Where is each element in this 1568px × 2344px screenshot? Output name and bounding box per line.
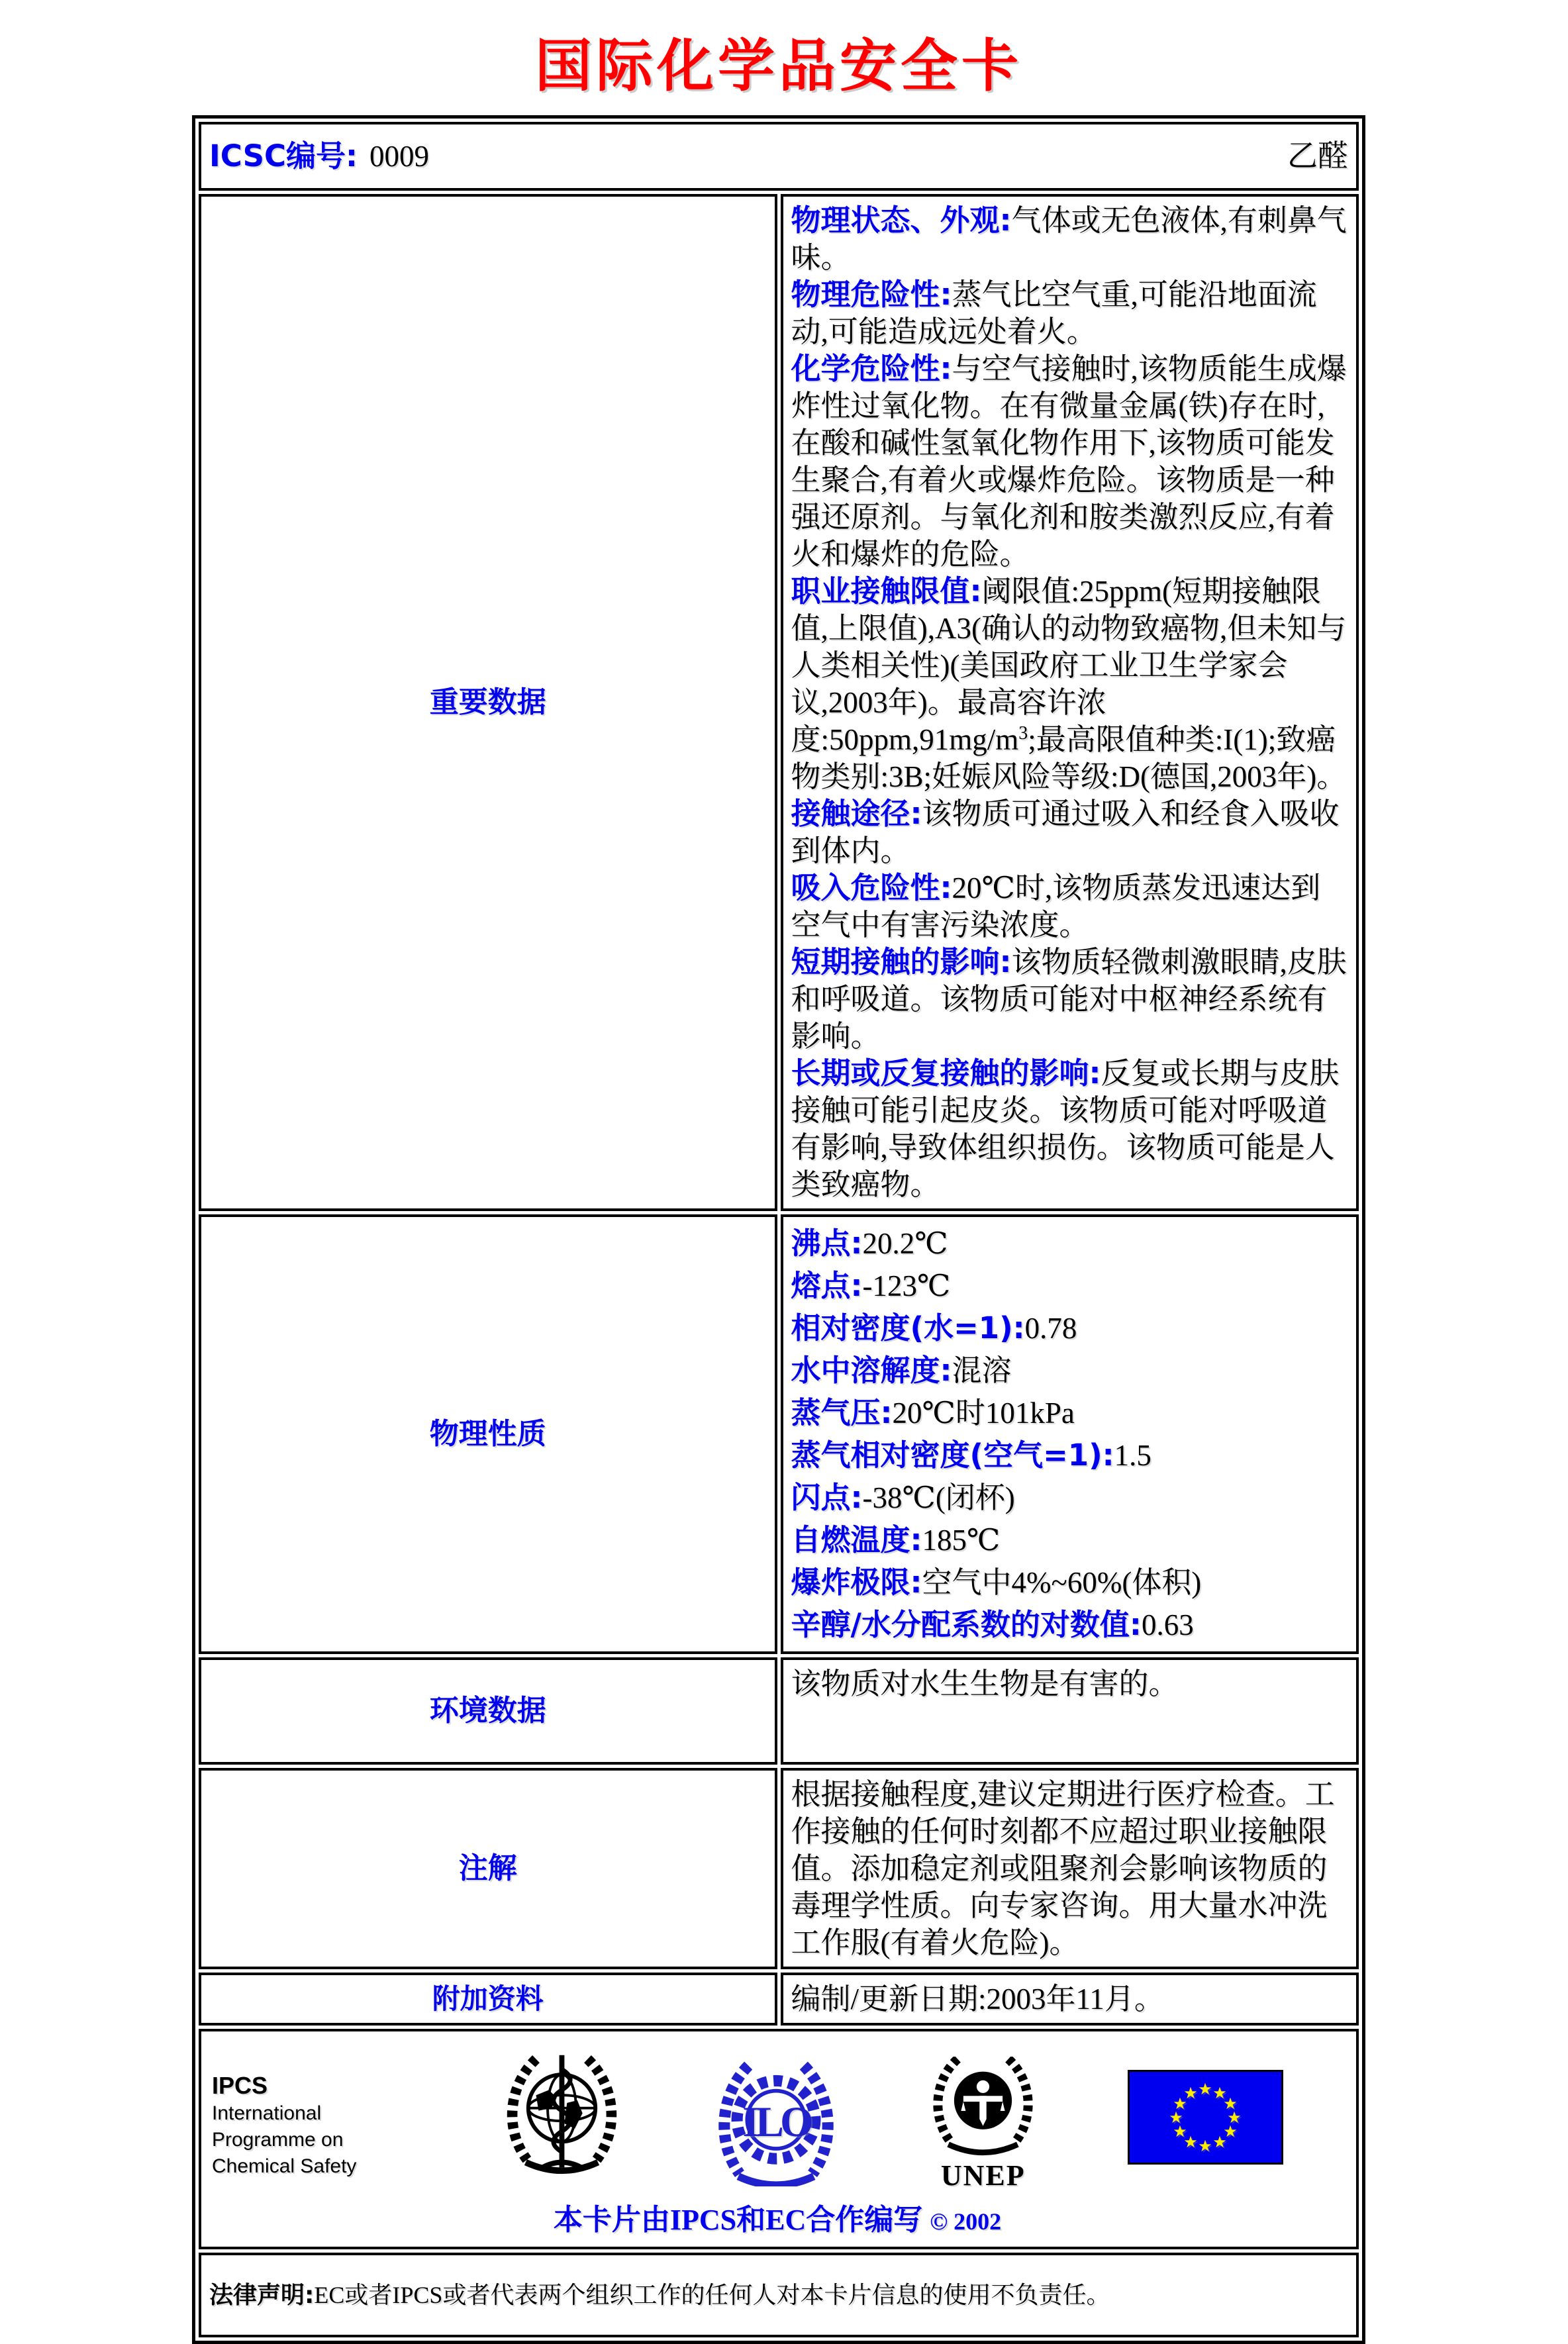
svg-text:★: ★: [1183, 2134, 1198, 2151]
item-label: 辛醇/水分配系数的对数值:: [791, 1607, 1142, 1642]
occupational-limit-item: [791, 573, 1349, 795]
icsc-card-page: [192, 34, 1365, 2344]
item-label: 蒸气相对密度(空气=1):: [791, 1438, 1114, 1473]
legal-row: [199, 2253, 1359, 2337]
item-label: 长期或反复接触的影响:: [791, 1055, 1101, 1091]
logos-row: [199, 2029, 1359, 2249]
item-text: 20℃时,该物质蒸发迅速达到空气中有害污染浓度。: [791, 871, 1321, 942]
item-label: 接触途径:: [791, 796, 922, 831]
eu-flag-icon: [1128, 2070, 1283, 2165]
additional-info-content: [781, 1973, 1359, 2026]
item-label: 相对密度(水=1):: [791, 1310, 1025, 1345]
item-label: 吸入危险性:: [791, 870, 952, 905]
svg-text:★: ★: [1212, 2085, 1227, 2102]
autoignition-item: [791, 1519, 1349, 1561]
vapor-pressure-item: [791, 1392, 1349, 1434]
flash-point-item: [791, 1477, 1349, 1519]
page-title: 国际化学品安全卡: [535, 33, 1022, 99]
environmental-data-text: 该物质对水生生物是有害的。: [791, 1667, 1179, 1700]
item-label: 熔点:: [791, 1268, 863, 1303]
unep-wordmark: UNEP: [940, 2159, 1026, 2192]
additional-info-row: [199, 1973, 1359, 2026]
svg-text:★: ★: [1198, 2138, 1212, 2155]
ipcs-subtitle-line: Chemical Safety: [212, 2155, 357, 2177]
item-text: 20℃时101kPa: [892, 1396, 1075, 1430]
item-label: 物理状态、外观:: [791, 203, 1012, 238]
physical-properties-row-label: 物理性质: [199, 1214, 777, 1654]
notes-content: [781, 1768, 1359, 1969]
svg-text:ILO: ILO: [742, 2098, 810, 2145]
ipcs-title: IPCS: [212, 2072, 268, 2099]
item-text: 气体或无色液体,有刺鼻气味。: [791, 204, 1347, 274]
environmental-data-content: [781, 1657, 1359, 1765]
icsc-number-value: 0009: [369, 140, 430, 173]
item-text: 阈限值:25ppm(短期接触限值,上限值),A3(确认的动物致癌物,但未知与人类相关性)(美国政府工业卫生学家会议,2003年)。最高容许浓度:50ppm,91mg/m: [791, 575, 1347, 756]
environmental-data-row: [199, 1657, 1359, 1765]
superscript-3: 3: [1018, 723, 1028, 744]
item-text: ;最高限值种类:I(1);致癌物类别:3B;妊娠风险等级:D(德国,2003年)。: [791, 723, 1347, 793]
icsc-card-table: [192, 115, 1365, 2344]
physical-properties-row: [199, 1214, 1359, 1654]
ipcs-text-block: [212, 2071, 411, 2180]
svg-text:★: ★: [1173, 2096, 1187, 2113]
svg-text:★: ★: [1198, 2081, 1212, 2098]
svg-text:★: ★: [1173, 2124, 1187, 2141]
update-date-label: 编制/更新日期:: [791, 1982, 987, 2016]
item-label: 职业接触限值:: [791, 573, 982, 609]
notes-row-label: 注解: [199, 1768, 777, 1969]
item-label: 水中溶解度:: [791, 1353, 952, 1388]
item-text: 20.2℃: [862, 1227, 948, 1260]
important-data-row-label: 重要数据: [199, 194, 777, 1211]
item-text: 与空气接触时,该物质能生成爆炸性过氧化物。在有微量金属(铁)存在时,在酸和碱性氢氧化物作用下,该物质可能发生聚合,有着火或爆炸危险。该物质是一种强还原剂。与氧化剂和胺类激烈反应,有着火和爆炸的危险。: [791, 352, 1347, 571]
unep-emblem-icon: [925, 2057, 1041, 2156]
svg-text:★: ★: [1183, 2085, 1198, 2102]
item-label: 蒸气压:: [791, 1395, 893, 1430]
relative-density-item: [791, 1307, 1349, 1349]
item-label: 化学危险性:: [791, 351, 952, 386]
item-text: 反复或长期与皮肤接触可能引起皮炎。该物质可能对呼吸道有影响,导致体组织损伤。该物质可能是人类致癌物。: [791, 1057, 1340, 1201]
item-text: 该物质可通过吸入和经食入吸收到体内。: [791, 797, 1340, 867]
long-term-effects-item: [791, 1055, 1349, 1203]
chemical-name: 乙醛: [1287, 139, 1348, 173]
item-text: 0.63: [1141, 1608, 1194, 1641]
item-text: -123℃: [862, 1269, 951, 1302]
item-text: 185℃: [922, 1524, 1001, 1557]
svg-text:★: ★: [1212, 2134, 1227, 2151]
physical-properties-content: [781, 1214, 1359, 1654]
svg-text:★: ★: [1223, 2096, 1238, 2113]
item-label: 爆炸极限:: [791, 1565, 922, 1600]
exposure-routes-item: [791, 795, 1349, 869]
update-date-value: 2003年11月。: [986, 1982, 1164, 2016]
legal-label: 法律声明:: [209, 2281, 315, 2309]
svg-text:★: ★: [1227, 2110, 1242, 2127]
important-data-row: [199, 194, 1359, 1211]
item-text: 蒸气比空气重,可能沿地面流动,可能造成远处着火。: [791, 278, 1317, 348]
item-text: 该物质轻微刺激眼睛,皮肤和呼吸道。该物质可能对中枢神经系统有影响。: [791, 946, 1347, 1053]
item-text: 0.78: [1024, 1312, 1077, 1345]
svg-text:★: ★: [1223, 2124, 1238, 2141]
ilo-emblem-icon: [713, 2061, 839, 2195]
item-label: 自燃温度:: [791, 1522, 922, 1557]
additional-info-row-label: 附加资料: [199, 1973, 777, 2026]
chemical-hazard-item: [791, 350, 1349, 573]
item-label: 短期接触的影响:: [791, 944, 1012, 979]
partition-coefficient-item: [791, 1604, 1349, 1646]
inhalation-risk-item: [791, 869, 1349, 944]
notes-text: 根据接触程度,建议定期进行医疗检查。工作接触的任何时刻都不应超过职业接触限值。添加稳定剂或阻聚剂会影响该物质的毒理学性质。向专家咨询。用大量水冲洗工作服(有着火危险)。: [791, 1778, 1335, 1959]
icsc-number-label: ICSC编号:: [209, 138, 358, 173]
logos-cell: [199, 2029, 1359, 2249]
item-label: 闪点:: [791, 1480, 863, 1515]
melting-point-item: [791, 1265, 1349, 1307]
credit-line: [212, 2202, 1343, 2240]
boiling-point-item: [791, 1222, 1349, 1265]
ipcs-subtitle-line: Programme on: [212, 2129, 344, 2151]
legal-text: EC或者IPCS或者代表两个组织工作的任何人对本卡片信息的使用不负责任。: [314, 2281, 1110, 2308]
copyright-text: © 2002: [930, 2208, 1002, 2235]
important-data-content: [781, 194, 1359, 1211]
item-text: 空气中4%~60%(体积): [922, 1566, 1202, 1599]
ipcs-subtitle-line: International: [212, 2102, 322, 2124]
explosive-limits-item: [791, 1561, 1349, 1604]
physical-state-item: [791, 202, 1349, 276]
credit-text: 本卡片由IPCS和EC合作编写: [553, 2204, 923, 2236]
short-term-effects-item: [791, 944, 1349, 1055]
svg-text:★: ★: [1169, 2110, 1183, 2127]
environmental-data-row-label: 环境数据: [199, 1657, 777, 1765]
notes-row: [199, 1768, 1359, 1969]
physical-hazard-item: [791, 276, 1349, 350]
vapor-density-item: [791, 1434, 1349, 1477]
who-emblem-icon: [497, 2049, 626, 2186]
legal-cell: [199, 2253, 1359, 2337]
header-row: [199, 122, 1359, 191]
item-text: -38℃(闭杯): [862, 1481, 1015, 1514]
water-solubility-item: [791, 1349, 1349, 1392]
item-label: 物理危险性:: [791, 277, 952, 312]
header-cell: [199, 122, 1359, 191]
item-text: 混溶: [952, 1354, 1012, 1387]
item-text: 1.5: [1114, 1439, 1152, 1472]
item-label: 沸点:: [791, 1226, 863, 1261]
